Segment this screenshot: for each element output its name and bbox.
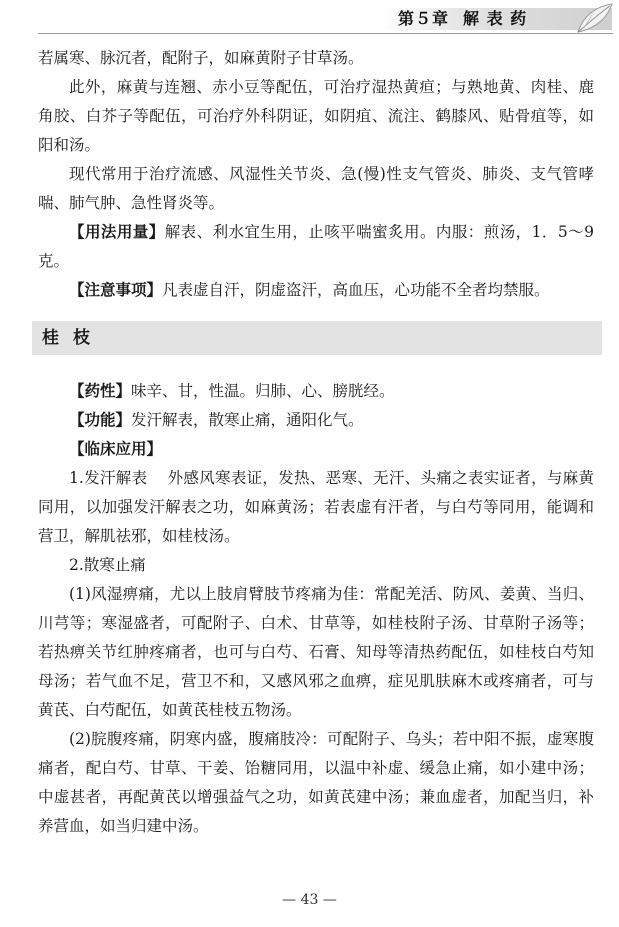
paragraph: 若属寒、脉沉者，配附子，如麻黄附子甘草汤。 [38,49,364,67]
item-text: 外感风寒表证，发热、恶寒、无汗、头痛之表实证者，与麻黄同用，以加强发汗解表之功，如麻黄汤；若表虚有汗者，与白芍等同用，能调和营卫，解肌祛邪，如桂枝汤。 [38,469,594,545]
function-paragraph [38,406,594,435]
property-paragraph [38,377,594,406]
clinical-label: 【临床应用】 [69,440,163,458]
function-text: 发汗解表，散寒止痛，通阳化气。 [131,411,364,429]
chapter-number: 第５章 [398,9,450,28]
usage-text: 解表、利水宜生用，止咳平喘蜜炙用。内服：煎汤，1．5～9 克。 [38,223,594,270]
paragraph: 现代常用于治疗流感、风湿性关节炎、急(慢)性支气管炎、肺炎、支气管哮喘、肺气肿、急性肾炎等。 [38,165,594,212]
sub-item-paragraph: (1)风湿痹痛，尤以上肢肩臂肢节疼痛为佳：常配羌活、防风、姜黄、当归、川芎等；寒湿盛者，可配附子、白术、甘草等，如桂枝附子汤、甘草附子汤等；若热痹关节红肿疼痛者，也可与白芍、石膏、知母等清热药配伍，如桂枝白芍知母汤；若气血不足，营卫不和，又感风邪之血痹，症见肌肤麻木或疼痛者，可与黄芪、白芍配伍，如黄芪桂枝五物汤。 [38,585,594,719]
item-paragraph [38,464,594,551]
section-title: 桂枝 [42,328,104,348]
usage-label: 【用法用量】 [69,223,165,241]
caution-text: 凡表虚自汗，阴虚盗汗，高血压，心功能不全者均禁服。 [162,281,550,299]
page-number: — 43 — [282,892,337,908]
page-content [38,44,594,841]
caution-paragraph [38,276,594,305]
sub-item-paragraph: (2)脘腹疼痛，阴寒内盛，腹痛肢冷：可配附子、乌头；若中阳不振，虚寒腹痛者，配白芍、甘草、干姜、饴糖同用，以温中补虚、缓急止痛，如小建中汤；中虚甚者，再配黄芪以增强益气之功，如黄芪建中汤；兼血虚者，加配当归，补养营血，如当归建中汤。 [38,730,594,835]
paragraph: 此外，麻黄与连翘、赤小豆等配伍，可治疗湿热黄疸；与熟地黄、肉桂、鹿角胶、白芥子等配伍，可治疗外科阴证，如阴疽、流注、鹤膝风、贴骨疽等，如阳和汤。 [38,78,594,154]
property-label: 【药性】 [69,382,132,400]
leaf-icon [574,2,614,36]
item-heading: 1.发汗解表 [69,469,148,487]
chapter-title: 解 表 药 [463,9,528,28]
clinical-paragraph [38,435,594,464]
running-head [398,8,527,30]
caution-label: 【注意事项】 [69,281,163,299]
item-heading: 2.散寒止痛 [69,556,146,574]
section-heading-bar [32,321,602,355]
property-text: 味辛、甘，性温。归肺、心、膀胱经。 [131,382,395,400]
usage-paragraph [38,218,594,276]
header-rule [38,33,613,34]
page-header [0,0,619,40]
function-label: 【功能】 [69,411,132,429]
